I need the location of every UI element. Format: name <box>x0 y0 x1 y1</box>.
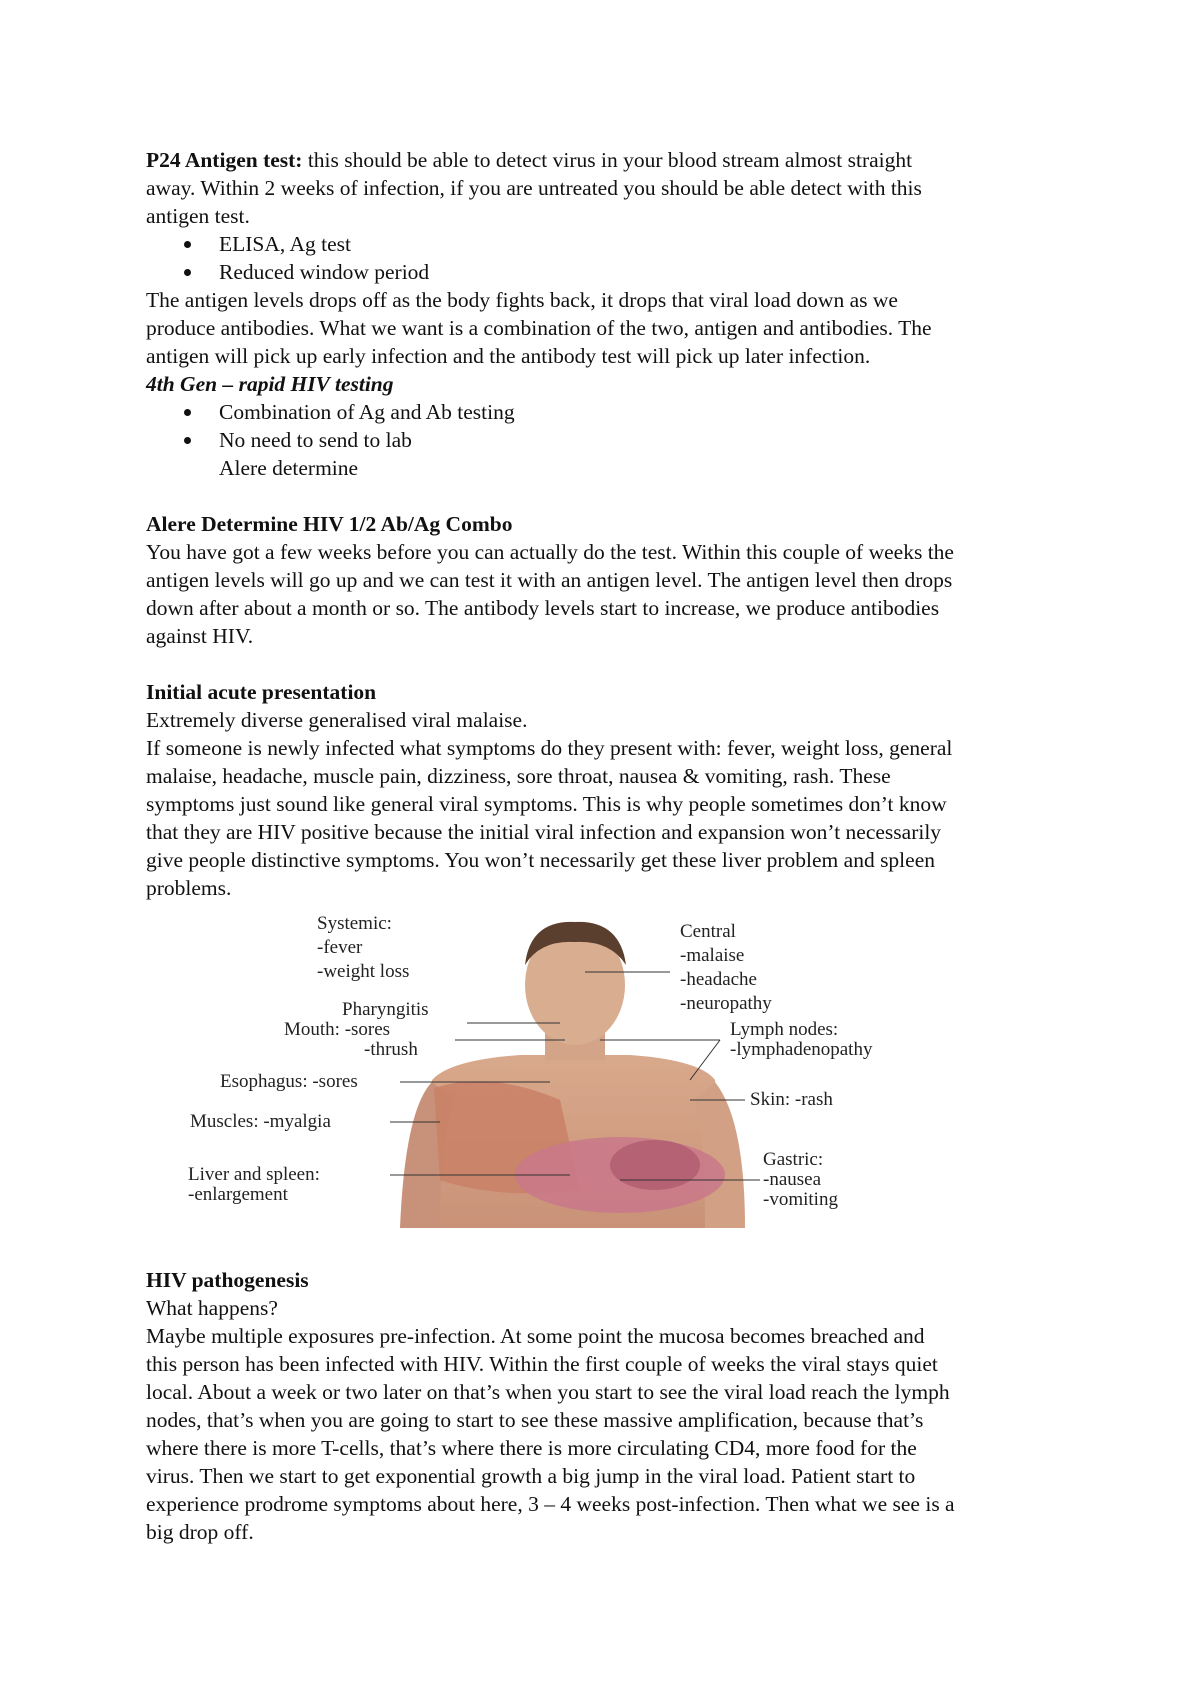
label-skin: Skin: -rash <box>750 1089 833 1110</box>
label-lymph-nodes: Lymph nodes: <box>730 1019 839 1040</box>
label-liver-spleen: Liver and spleen: <box>188 1164 320 1185</box>
label-malaise: -malaise <box>680 945 745 966</box>
acute-heading: Initial acute presentation <box>146 680 377 704</box>
acute-line-6: give people distinctive symptoms. You won’t necessarily get these liver problem and spleen <box>146 848 935 872</box>
alere-line-3: down after about a month or so. The antibody levels start to increase, we produce antibodies <box>146 596 940 620</box>
alere-line-4: against HIV. <box>146 624 254 648</box>
antigen-para-line-3: antigen will pick up early infection and the antibody test will pick up later infection. <box>146 344 871 368</box>
alere-line-2: antigen levels will go up and we can test it with an antigen level. The antigen level then drops <box>146 568 953 592</box>
p24-line-2: away. Within 2 weeks of infection, if you are untreated you should be able detect with this <box>146 176 922 200</box>
pathogenesis-section <box>146 1266 1076 1546</box>
acute-line-4: symptoms just sound like general viral symptoms. This is why people sometimes don’t know <box>146 792 947 816</box>
label-gastric: Gastric: <box>763 1149 824 1170</box>
pathogenesis-line-2: Maybe multiple exposures pre-infection. At some point the mucosa becomes breached and <box>146 1324 925 1348</box>
pathogenesis-line-1: What happens? <box>146 1296 278 1320</box>
antigen-para-line-2: produce antibodies. What we want is a combination of the two, antigen and antibodies. The <box>146 316 932 340</box>
list-item: ELISA, Ag test <box>146 230 1076 258</box>
alere-line-1: You have got a few weeks before you can actually do the test. Within this couple of weeks the <box>146 540 954 564</box>
p24-section <box>146 146 1076 902</box>
acute-line-5: that they are HIV positive because the initial viral infection and expansion won’t necessarily <box>146 820 942 844</box>
label-systemic: Systemic: <box>317 913 392 934</box>
label-neuropathy: -neuropathy <box>680 993 772 1014</box>
bullet-icon <box>184 241 191 248</box>
p24-bullet-list <box>146 230 1076 286</box>
pathogenesis-heading: HIV pathogenesis <box>146 1268 309 1292</box>
pathogenesis-line-5: nodes, that’s when you are going to start to see these massive amplification, because that’s <box>146 1408 924 1432</box>
p24-heading: P24 Antigen test: <box>146 148 303 172</box>
acute-line-3: malaise, headache, muscle pain, dizziness, sore throat, nausea & vomiting, rash. These <box>146 764 891 788</box>
list-item: Combination of Ag and Ab testing <box>146 398 1076 426</box>
symptoms-figure <box>188 910 960 1228</box>
pathogenesis-line-3: this person has been infected with HIV. Within the first couple of weeks the viral stays quiet <box>146 1352 938 1376</box>
label-muscles: Muscles: -myalgia <box>190 1111 331 1132</box>
acute-line-1: Extremely diverse generalised viral malaise. <box>146 708 528 732</box>
list-item: Reduced window period <box>146 258 1076 286</box>
pathogenesis-line-9: big drop off. <box>146 1520 254 1544</box>
fourth-gen-heading: 4th Gen – rapid HIV testing <box>146 372 394 396</box>
label-vomiting: -vomiting <box>763 1189 838 1210</box>
label-central: Central <box>680 921 736 942</box>
label-nausea: -nausea <box>763 1169 822 1190</box>
label-headache: -headache <box>680 969 757 990</box>
fourth-gen-bullet-list <box>146 398 1076 454</box>
label-esophagus: Esophagus: -sores <box>220 1071 358 1092</box>
bullet-icon <box>184 269 191 276</box>
label-thrush: -thrush <box>364 1039 418 1060</box>
label-enlargement: -enlargement <box>188 1184 288 1205</box>
alere-determine-line: Alere determine <box>219 456 359 480</box>
pathogenesis-line-6: where there is more T-cells, that’s where there is more circulating CD4, more food for the <box>146 1436 917 1460</box>
p24-line-1: P24 Antigen test: this should be able to detect virus in your blood stream almost straight <box>146 148 913 172</box>
pathogenesis-line-8: experience prodrome symptoms about here, 3 – 4 weeks post-infection. Then what we see is a <box>146 1492 955 1516</box>
bullet-icon <box>184 437 191 444</box>
label-lymphadenopathy: -lymphadenopathy <box>730 1039 873 1060</box>
acute-line-2: If someone is newly infected what symptoms do they present with: fever, weight loss, general <box>146 736 953 760</box>
label-weight-loss: -weight loss <box>317 961 410 982</box>
list-item: No need to send to lab <box>146 426 1076 454</box>
label-fever: -fever <box>317 937 363 958</box>
alere-heading: Alere Determine HIV 1/2 Ab/Ag Combo <box>146 512 513 536</box>
p24-line-3: antigen test. <box>146 204 250 228</box>
bullet-icon <box>184 409 191 416</box>
label-pharyngitis: Pharyngitis <box>342 999 429 1020</box>
antigen-para-line-1: The antigen levels drops off as the body fights back, it drops that viral load down as we <box>146 288 898 312</box>
label-mouth: Mouth: -sores <box>284 1019 391 1040</box>
acute-line-7: problems. <box>146 876 232 900</box>
pathogenesis-line-7: virus. Then we start to get exponential growth a big jump in the viral load. Patient start to <box>146 1464 916 1488</box>
pathogenesis-line-4: local. About a week or two later on that’s when you start to see the viral load reach the lymph <box>146 1380 950 1404</box>
